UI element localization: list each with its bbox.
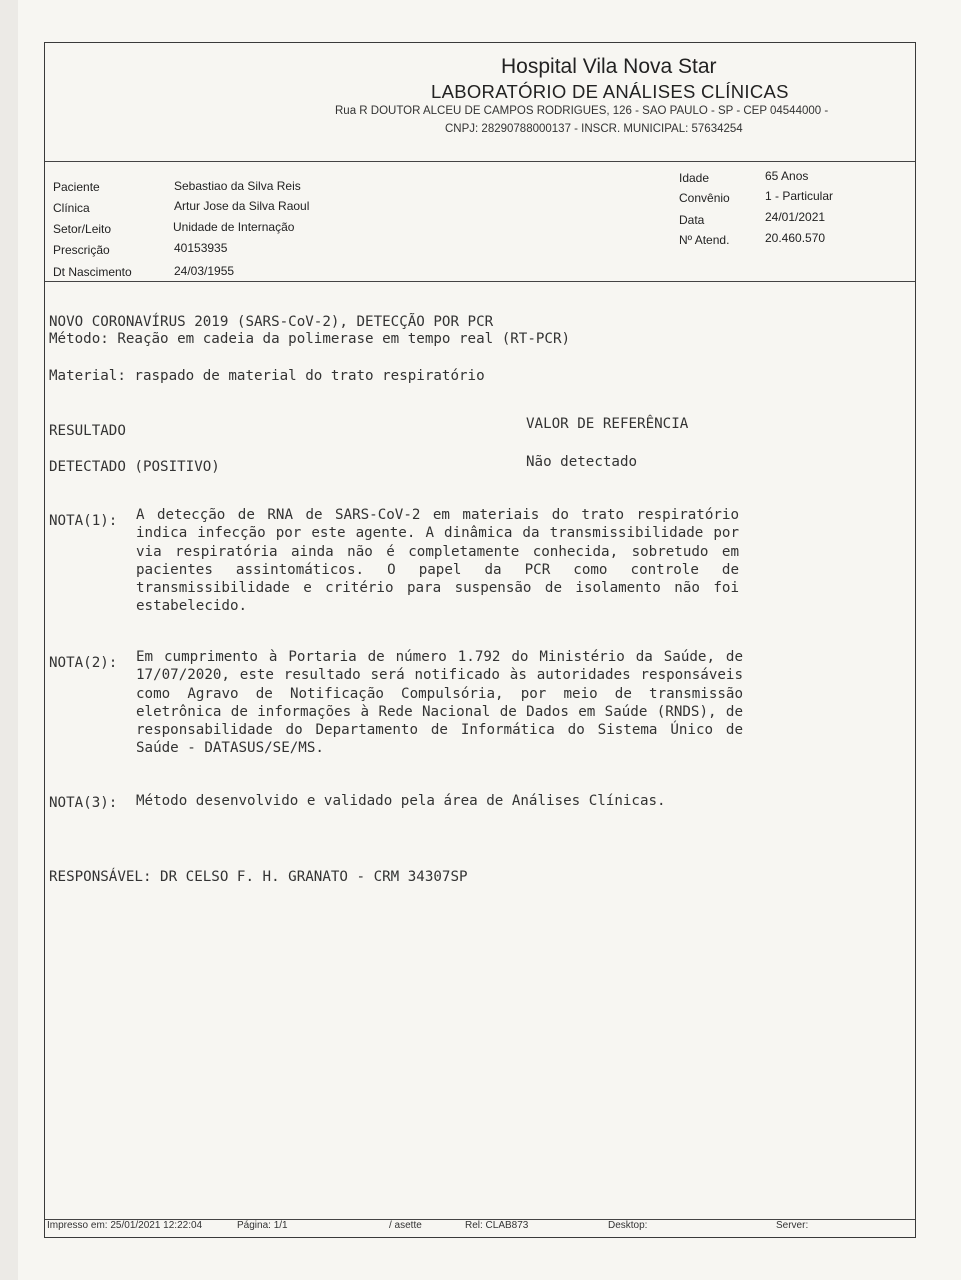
footer-report: Rel: CLAB873 xyxy=(465,1220,529,1231)
hospital-address: Rua R DOUTOR ALCEU DE CAMPOS RODRIGUES, 126 - SAO PAULO - SP - CEP 04544000 - xyxy=(335,105,829,117)
age-label: Idade xyxy=(679,171,710,185)
clinic-value: Artur Jose da Silva Raoul xyxy=(174,199,310,213)
reference-header: VALOR DE REFERÊNCIA xyxy=(526,416,689,432)
footer-page: Página: 1/1 xyxy=(237,1220,288,1231)
note-2-text: Em cumprimento à Portaria de número 1.792 do Ministério da Saúde, de 17/07/2020, este resultado será notificado às autoridades responsáveis como Agravo de Notificação Compulsória, por meio de transmissão eletrônica de informações à Rede Nacional de Dados em Saúde (RNDS), de responsabilidade do Departamento de Informática do Sistema Único de Saúde - DATASUS/SE/MS. xyxy=(136,649,743,757)
patient-divider xyxy=(45,281,915,282)
footer-printed: Impresso em: 25/01/2021 12:22:04 xyxy=(47,1220,203,1231)
date-value: 24/01/2021 xyxy=(765,210,826,224)
lab-name: LABORATÓRIO DE ANÁLISES CLÍNICAS xyxy=(431,81,789,102)
note-1-label: NOTA(1): xyxy=(49,513,118,529)
header-divider xyxy=(45,161,915,162)
insurance-value: 1 - Particular xyxy=(765,189,834,203)
hospital-registry: CNPJ: 28290788000137 - INSCR. MUNICIPAL: 57634254 xyxy=(445,123,743,135)
result-value: DETECTADO (POSITIVO) xyxy=(49,459,220,475)
exam-title: NOVO CORONAVÍRUS 2019 (SARS-CoV-2), DETECÇÃO POR PCR xyxy=(49,314,494,330)
clinic-label: Clínica xyxy=(53,201,90,215)
insurance-label: Convênio xyxy=(679,191,730,205)
note-3-text: Método desenvolvido e validado pela área de Análises Clínicas. xyxy=(136,793,666,809)
report-frame xyxy=(44,42,916,1238)
sector-value: Unidade de Internação xyxy=(173,220,295,234)
date-label: Data xyxy=(679,213,705,227)
exam-method: Método: Reação em cadeia da polimerase em tempo real (RT-PCR) xyxy=(49,331,571,347)
patient-label: Paciente xyxy=(53,180,100,194)
birthdate-label: Dt Nascimento xyxy=(53,265,132,279)
footer-desktop: Desktop: xyxy=(608,1220,648,1231)
note-1-text: A detecção de RNA de SARS-CoV-2 em materiais do trato respiratório indica infecção por este agente. A dinâmica da transmissibilidade por via respiratória ainda não é completamente conhecida, sobretudo em pacientes assintomáticos. O papel da PCR como controle de transmissibilidade e critério para suspensão de isolamento não foi estabelecido. xyxy=(136,507,739,615)
prescription-label: Prescrição xyxy=(53,243,110,257)
prescription-value: 40153935 xyxy=(174,241,228,255)
hospital-name: Hospital Vila Nova Star xyxy=(501,55,717,78)
note-3-label: NOTA(3): xyxy=(49,795,118,811)
patient-value: Sebastiao da Silva Reis xyxy=(174,179,301,193)
age-value: 65 Anos xyxy=(765,169,809,183)
exam-material: Material: raspado de material do trato respiratório xyxy=(49,368,485,384)
sector-label: Setor/Leito xyxy=(53,222,112,236)
result-header: RESULTADO xyxy=(49,423,126,439)
note-2-label: NOTA(2): xyxy=(49,655,118,671)
reference-value: Não detectado xyxy=(526,454,638,470)
footer-server: Server: xyxy=(776,1220,809,1231)
responsible-physician: RESPONSÁVEL: DR CELSO F. H. GRANATO - CRM 34307SP xyxy=(49,869,468,885)
attendance-label: Nº Atend. xyxy=(679,233,730,247)
footer-user: / asette xyxy=(389,1220,422,1231)
birthdate-value: 24/03/1955 xyxy=(174,264,235,278)
attendance-value: 20.460.570 xyxy=(765,231,826,245)
